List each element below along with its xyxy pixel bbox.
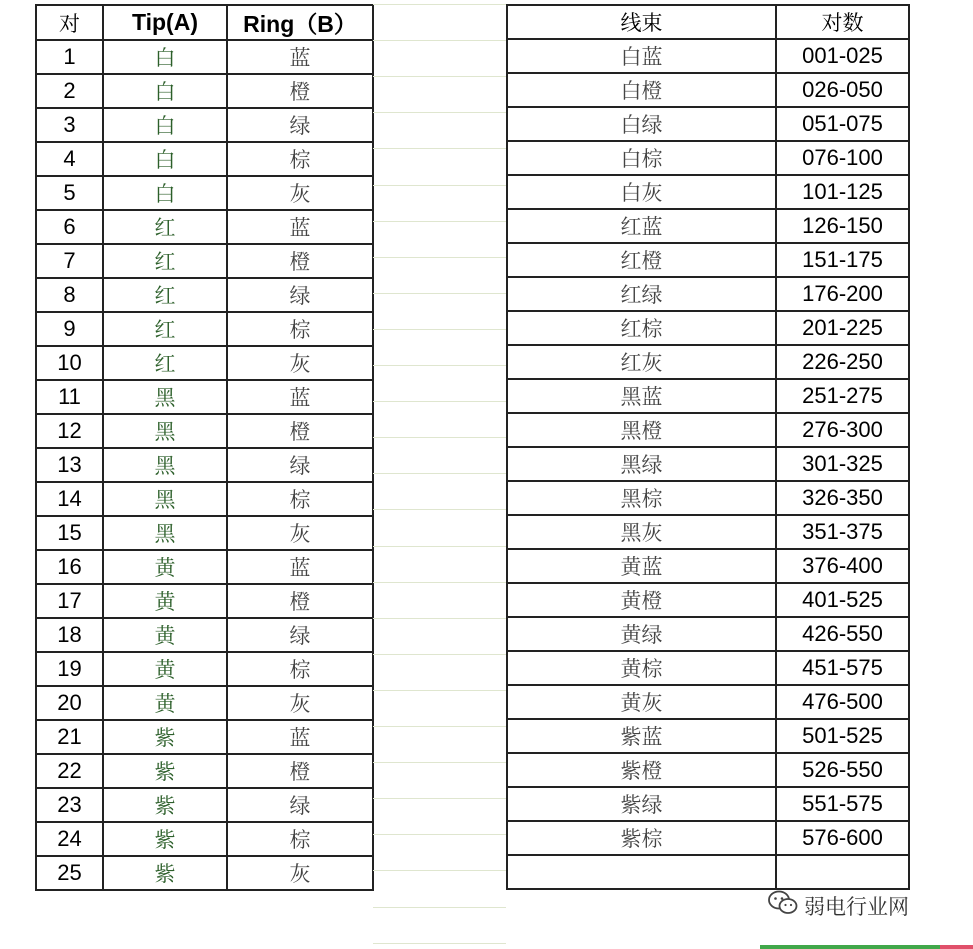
- ring-color-cell: 灰: [227, 346, 373, 380]
- ring-color-cell: 橙: [227, 754, 373, 788]
- table-row: [36, 176, 373, 210]
- table-row: [36, 74, 373, 108]
- pair-range-cell: 076-100: [776, 141, 909, 175]
- pair-range-cell: 026-050: [776, 73, 909, 107]
- ring-color-cell: 灰: [227, 516, 373, 550]
- pair-number-cell: 9: [36, 312, 103, 346]
- bundle-color-cell: 白蓝: [507, 39, 776, 73]
- gap-gridline: [373, 4, 506, 5]
- bundle-color-cell: 紫绿: [507, 787, 776, 821]
- pair-range-cell: 376-400: [776, 549, 909, 583]
- ring-color-cell: 绿: [227, 448, 373, 482]
- tip-color-cell: 黄: [103, 550, 227, 584]
- pair-number-cell: 5: [36, 176, 103, 210]
- ring-color-cell: 蓝: [227, 210, 373, 244]
- pair-range-cell: 526-550: [776, 753, 909, 787]
- ring-color-cell: 橙: [227, 244, 373, 278]
- table-row: [507, 583, 909, 617]
- bundle-color-cell: 红橙: [507, 243, 776, 277]
- table-row: [507, 379, 909, 413]
- table-row: [507, 107, 909, 141]
- tip-color-cell: 红: [103, 312, 227, 346]
- gap-gridline: [373, 618, 506, 619]
- table-row: [36, 788, 373, 822]
- table-row: [36, 244, 373, 278]
- ring-color-cell: 棕: [227, 312, 373, 346]
- bundle-color-cell: 黄橙: [507, 583, 776, 617]
- gap-gridline: [373, 690, 506, 691]
- tip-color-cell: 紫: [103, 788, 227, 822]
- pair-range-cell: [776, 855, 909, 889]
- tip-color-cell: 黄: [103, 652, 227, 686]
- table-row: [36, 550, 373, 584]
- pair-number-cell: 6: [36, 210, 103, 244]
- table-row: [36, 278, 373, 312]
- gap-gridline: [373, 148, 506, 149]
- column-header: 对数: [776, 5, 909, 39]
- tip-color-cell: 黑: [103, 448, 227, 482]
- table-row: [507, 243, 909, 277]
- bundle-color-cell: 红灰: [507, 345, 776, 379]
- gap-gridline: [373, 907, 506, 908]
- bundle-color-cell: 黄绿: [507, 617, 776, 651]
- table-row: [36, 856, 373, 890]
- ring-color-cell: 棕: [227, 482, 373, 516]
- ring-color-cell: 绿: [227, 108, 373, 142]
- ring-color-cell: 棕: [227, 142, 373, 176]
- table-row: [507, 311, 909, 345]
- gap-gridline: [373, 726, 506, 727]
- table-row: [36, 618, 373, 652]
- table-row: [507, 277, 909, 311]
- table-row: [36, 108, 373, 142]
- table-row: [507, 39, 909, 73]
- bundle-color-cell: 黄棕: [507, 651, 776, 685]
- watermark-text: 弱电行业网: [804, 894, 909, 919]
- pair-range-cell: 151-175: [776, 243, 909, 277]
- bundle-color-cell: 红蓝: [507, 209, 776, 243]
- bundle-color-cell: 黑棕: [507, 481, 776, 515]
- ring-color-cell: 蓝: [227, 720, 373, 754]
- pair-number-cell: 23: [36, 788, 103, 822]
- table-row: [507, 651, 909, 685]
- table-row: [507, 719, 909, 753]
- gap-gridline: [373, 509, 506, 510]
- column-header: 对: [36, 5, 103, 40]
- pair-number-cell: 24: [36, 822, 103, 856]
- bundle-color-cell: 紫橙: [507, 753, 776, 787]
- bundle-color-cell: 红棕: [507, 311, 776, 345]
- column-header: Ring（B）: [227, 5, 373, 40]
- bundle-color-cell: 白绿: [507, 107, 776, 141]
- pair-range-cell: 051-075: [776, 107, 909, 141]
- pair-number-cell: 14: [36, 482, 103, 516]
- table-row: [507, 481, 909, 515]
- table-row: [36, 40, 373, 74]
- tip-color-cell: 白: [103, 74, 227, 108]
- bottom-accent-bar-pink: [940, 945, 973, 949]
- pair-range-cell: 326-350: [776, 481, 909, 515]
- pair-range-cell: 251-275: [776, 379, 909, 413]
- pair-number-cell: 15: [36, 516, 103, 550]
- pair-color-table: [35, 4, 374, 891]
- column-header: Tip(A): [103, 5, 227, 40]
- wechat-icon: [768, 890, 798, 921]
- table-row: [36, 210, 373, 244]
- ring-color-cell: 蓝: [227, 40, 373, 74]
- ring-color-cell: 棕: [227, 822, 373, 856]
- gap-gridline: [373, 293, 506, 294]
- bundle-color-cell: 白橙: [507, 73, 776, 107]
- pair-range-cell: 126-150: [776, 209, 909, 243]
- column-header: 线束: [507, 5, 776, 39]
- bundle-color-cell: 白灰: [507, 175, 776, 209]
- pair-range-cell: 176-200: [776, 277, 909, 311]
- tip-color-cell: 白: [103, 40, 227, 74]
- tip-color-cell: 紫: [103, 754, 227, 788]
- tip-color-cell: 红: [103, 244, 227, 278]
- pair-number-cell: 17: [36, 584, 103, 618]
- gap-gridline: [373, 437, 506, 438]
- pair-range-cell: 576-600: [776, 821, 909, 855]
- pair-range-cell: 401-525: [776, 583, 909, 617]
- bundle-color-cell: 黄灰: [507, 685, 776, 719]
- gap-gridline: [373, 365, 506, 366]
- table-row: [507, 515, 909, 549]
- pair-number-cell: 21: [36, 720, 103, 754]
- watermark: [768, 890, 909, 921]
- gap-gridline: [373, 329, 506, 330]
- table-row: [507, 345, 909, 379]
- gap-area: [373, 4, 506, 942]
- pair-number-cell: 8: [36, 278, 103, 312]
- gap-gridline: [373, 221, 506, 222]
- table-row: [507, 141, 909, 175]
- gap-gridline: [373, 943, 506, 944]
- pair-number-cell: 3: [36, 108, 103, 142]
- table-row: [507, 413, 909, 447]
- tip-color-cell: 紫: [103, 720, 227, 754]
- table-row: [507, 617, 909, 651]
- table-row: [36, 516, 373, 550]
- gap-gridline: [373, 798, 506, 799]
- gap-gridline: [373, 654, 506, 655]
- pair-number-cell: 22: [36, 754, 103, 788]
- ring-color-cell: 蓝: [227, 380, 373, 414]
- gap-gridline: [373, 582, 506, 583]
- table-row: [36, 142, 373, 176]
- ring-color-cell: 绿: [227, 788, 373, 822]
- table-row: [507, 549, 909, 583]
- pair-range-cell: 301-325: [776, 447, 909, 481]
- tip-color-cell: 黑: [103, 482, 227, 516]
- gap-gridline: [373, 762, 506, 763]
- bundle-color-cell: 紫棕: [507, 821, 776, 855]
- table-row: [36, 414, 373, 448]
- table-row: [36, 448, 373, 482]
- bundle-color-cell: 黑橙: [507, 413, 776, 447]
- pair-number-cell: 19: [36, 652, 103, 686]
- table-row: [507, 209, 909, 243]
- gap-gridline: [373, 834, 506, 835]
- table-row: [36, 482, 373, 516]
- table-row: [36, 720, 373, 754]
- table-row: [507, 787, 909, 821]
- pair-number-cell: 1: [36, 40, 103, 74]
- ring-color-cell: 灰: [227, 856, 373, 890]
- table-row: [36, 346, 373, 380]
- table-row: [36, 754, 373, 788]
- tip-color-cell: 红: [103, 278, 227, 312]
- pair-number-cell: 12: [36, 414, 103, 448]
- ring-color-cell: 绿: [227, 618, 373, 652]
- bundle-color-cell: 红绿: [507, 277, 776, 311]
- pair-range-cell: 001-025: [776, 39, 909, 73]
- pair-number-cell: 2: [36, 74, 103, 108]
- table-row: [36, 584, 373, 618]
- pair-range-cell: 276-300: [776, 413, 909, 447]
- bottom-accent-bar: [760, 945, 940, 949]
- table-row: [36, 652, 373, 686]
- pair-number-cell: 25: [36, 856, 103, 890]
- pair-range-cell: 426-550: [776, 617, 909, 651]
- pair-range-cell: 501-525: [776, 719, 909, 753]
- tip-color-cell: 紫: [103, 822, 227, 856]
- tip-color-cell: 黄: [103, 618, 227, 652]
- gap-gridline: [373, 257, 506, 258]
- pair-range-cell: 351-375: [776, 515, 909, 549]
- table-row: [507, 753, 909, 787]
- pair-number-cell: 10: [36, 346, 103, 380]
- bundle-range-table: [506, 4, 910, 890]
- gap-gridline: [373, 473, 506, 474]
- tip-color-cell: 白: [103, 176, 227, 210]
- gap-gridline: [373, 40, 506, 41]
- table-row: [36, 380, 373, 414]
- table-row: [36, 312, 373, 346]
- tip-color-cell: 红: [103, 346, 227, 380]
- tip-color-cell: 紫: [103, 856, 227, 890]
- table-row: [36, 686, 373, 720]
- gap-gridline: [373, 401, 506, 402]
- pair-range-cell: 551-575: [776, 787, 909, 821]
- bundle-color-cell: 白棕: [507, 141, 776, 175]
- tip-color-cell: 白: [103, 142, 227, 176]
- table-row: [507, 821, 909, 855]
- tip-color-cell: 黄: [103, 584, 227, 618]
- ring-color-cell: 绿: [227, 278, 373, 312]
- tip-color-cell: 白: [103, 108, 227, 142]
- pair-range-cell: 201-225: [776, 311, 909, 345]
- pair-number-cell: 7: [36, 244, 103, 278]
- tip-color-cell: 红: [103, 210, 227, 244]
- gap-gridline: [373, 112, 506, 113]
- pair-number-cell: 20: [36, 686, 103, 720]
- bundle-color-cell: 黑绿: [507, 447, 776, 481]
- ring-color-cell: 灰: [227, 176, 373, 210]
- tip-color-cell: 黑: [103, 414, 227, 448]
- table-row: [507, 685, 909, 719]
- ring-color-cell: 蓝: [227, 550, 373, 584]
- tip-color-cell: 黑: [103, 380, 227, 414]
- pair-range-cell: 226-250: [776, 345, 909, 379]
- bundle-color-cell: [507, 855, 776, 889]
- table-row: [36, 822, 373, 856]
- tip-color-cell: 黑: [103, 516, 227, 550]
- pair-range-cell: 476-500: [776, 685, 909, 719]
- pair-range-cell: 451-575: [776, 651, 909, 685]
- gap-gridline: [373, 185, 506, 186]
- pair-number-cell: 11: [36, 380, 103, 414]
- gap-gridline: [373, 76, 506, 77]
- ring-color-cell: 橙: [227, 584, 373, 618]
- bundle-color-cell: 黑蓝: [507, 379, 776, 413]
- gap-gridline: [373, 870, 506, 871]
- pair-number-cell: 16: [36, 550, 103, 584]
- bundle-color-cell: 黄蓝: [507, 549, 776, 583]
- gap-gridline: [373, 546, 506, 547]
- table-row: [507, 175, 909, 209]
- table-row: [507, 855, 909, 889]
- pair-number-cell: 4: [36, 142, 103, 176]
- table-row: [507, 73, 909, 107]
- header-row: [36, 5, 373, 40]
- header-row: [507, 5, 909, 39]
- ring-color-cell: 灰: [227, 686, 373, 720]
- ring-color-cell: 棕: [227, 652, 373, 686]
- pair-number-cell: 13: [36, 448, 103, 482]
- bundle-color-cell: 黑灰: [507, 515, 776, 549]
- bundle-color-cell: 紫蓝: [507, 719, 776, 753]
- ring-color-cell: 橙: [227, 414, 373, 448]
- pair-range-cell: 101-125: [776, 175, 909, 209]
- tip-color-cell: 黄: [103, 686, 227, 720]
- ring-color-cell: 橙: [227, 74, 373, 108]
- table-row: [507, 447, 909, 481]
- pair-number-cell: 18: [36, 618, 103, 652]
